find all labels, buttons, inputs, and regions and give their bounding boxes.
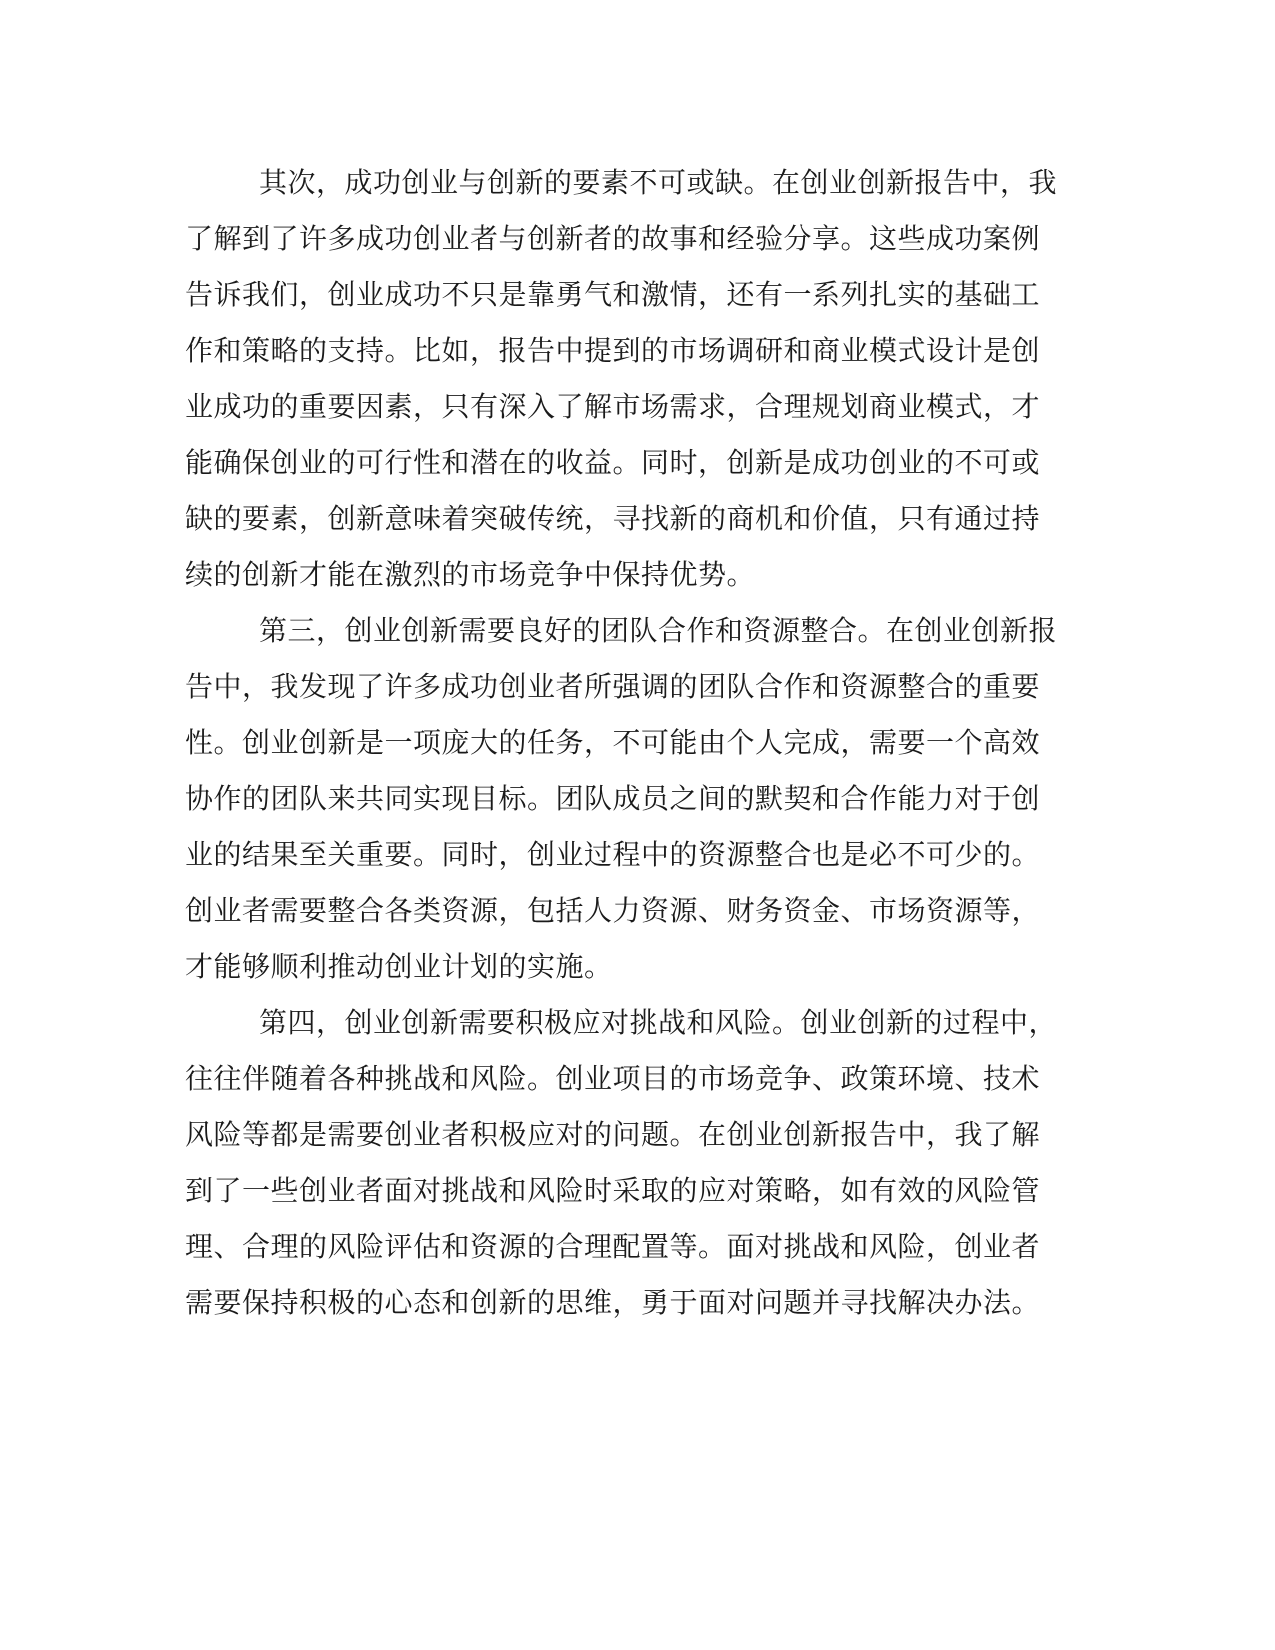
paragraph-3-line-3: 风险等都是需要创业者积极应对的问题。在创业创新报告中，我了解 <box>185 1118 1041 1151</box>
paragraph-2-line-1: 第三，创业创新需要良好的团队合作和资源整合。在创业创新报 <box>259 614 1058 647</box>
paragraph-1-line-7: 缺的要素，创新意味着突破传统，寻找新的商机和价值，只有通过持 <box>185 502 1041 535</box>
paragraph-2-line-3: 性。创业创新是一项庞大的任务，不可能由个人完成，需要一个高效 <box>185 726 1041 759</box>
paragraph-1-line-4: 作和策略的支持。比如，报告中提到的市场调研和商业模式设计是创 <box>185 334 1041 367</box>
paragraph-1-line-1: 其次，成功创业与创新的要素不可或缺。在创业创新报告中，我 <box>259 166 1058 199</box>
paragraph-1-line-3: 告诉我们，创业成功不只是靠勇气和激情，还有一系列扎实的基础工 <box>185 278 1041 311</box>
paragraph-1-line-8: 续的创新才能在激烈的市场竞争中保持优势。 <box>185 558 756 591</box>
paragraph-2-line-4: 协作的团队来共同实现目标。团队成员之间的默契和合作能力对于创 <box>185 782 1041 815</box>
paragraph-3-line-5: 理、合理的风险评估和资源的合理配置等。面对挑战和风险，创业者 <box>185 1230 1041 1263</box>
paragraph-3-line-2: 往往伴随着各种挑战和风险。创业项目的市场竞争、政策环境、技术 <box>185 1062 1041 1095</box>
paragraph-3-line-6: 需要保持积极的心态和创新的思维，勇于面对问题并寻找解决办法。 <box>185 1286 1041 1319</box>
paragraph-1-line-5: 业成功的重要因素，只有深入了解市场需求，合理规划商业模式，才 <box>185 390 1041 423</box>
paragraph-1-line-2: 了解到了许多成功创业者与创新者的故事和经验分享。这些成功案例 <box>185 222 1041 255</box>
paragraph-1-line-6: 能确保创业的可行性和潜在的收益。同时，创新是成功创业的不可或 <box>185 446 1041 479</box>
paragraph-3-line-4: 到了一些创业者面对挑战和风险时采取的应对策略，如有效的风险管 <box>185 1174 1041 1207</box>
paragraph-2-line-2: 告中，我发现了许多成功创业者所强调的团队合作和资源整合的重要 <box>185 670 1041 703</box>
paragraph-2-line-7: 才能够顺利推动创业计划的实施。 <box>185 950 613 983</box>
paragraph-2-line-5: 业的结果至关重要。同时，创业过程中的资源整合也是必不可少的。 <box>185 838 1041 871</box>
paragraph-2-line-6: 创业者需要整合各类资源，包括人力资源、财务资金、市场资源等， <box>185 894 1041 927</box>
paragraph-3-line-1: 第四，创业创新需要积极应对挑战和风险。创业创新的过程中， <box>259 1006 1058 1039</box>
